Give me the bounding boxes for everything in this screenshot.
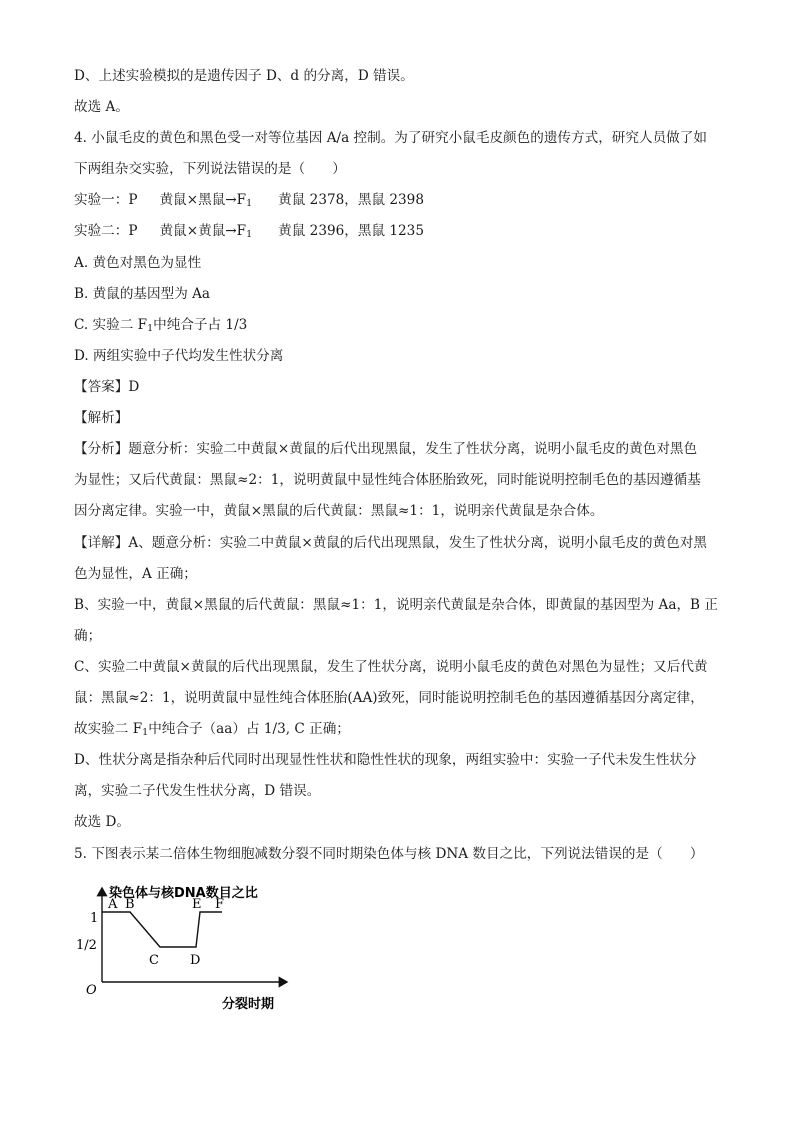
- detail-text: 【详解】A、题意分析：实验二中黄鼠×黄鼠的后代出现黑鼠，发生了性状分离，说明小鼠毛皮的黄色对黑: [74, 535, 707, 551]
- question-4-stem: 4. 小鼠毛皮的黄色和黑色受一对等位基因 A/a 控制。为了研究小鼠毛皮颜色的遗传方式，研究人员做了如: [74, 130, 707, 146]
- analysis-text: 因分离定律。实验一中，黄鼠×黑鼠的后代黄鼠：黑鼠≈1：1，说明亲代黄鼠是杂合体。: [74, 503, 604, 519]
- ratio-line-chart: [76, 882, 312, 1012]
- detail-text: D、性状分离是指杂种后代同时出现显性性状和隐性性状的现象，两组实验中：实验一子代未发生性状分: [74, 752, 697, 768]
- point-label-a: A: [108, 897, 118, 912]
- point-label-e: E: [192, 897, 202, 912]
- text-line: D、上述实验模拟的是遗传因子 D、d 的分离，D 错误。: [74, 68, 414, 84]
- option-d: D. 两组实验中子代均发生性状分离: [74, 348, 284, 364]
- option-b: B. 黄鼠的基因型为 Aa: [74, 286, 211, 302]
- y-axis-title: 染色体与核DNA数目之比: [109, 886, 258, 901]
- point-label-f: F: [215, 897, 225, 912]
- question-4-stem: 下两组杂交实验，下列说法错误的是（ ）: [74, 161, 346, 177]
- experiment-2: 实验二：P 黄鼠×黄鼠$\to F_1$ 黄鼠 2396，黑鼠 1235: [74, 223, 424, 240]
- point-label-c: C: [149, 953, 159, 968]
- y-tick-1: 1: [90, 911, 99, 926]
- detail-text: 鼠：黑鼠≈2：1，说明黄鼠中显性纯合体胚胎(AA)致死，同时能说明控制毛色的基因遵循基因分离定律，: [74, 690, 704, 706]
- detail-text: B、实验一中，黄鼠×黑鼠的后代黄鼠：黑鼠≈1：1，说明亲代黄鼠是杂合体，即黄鼠的基因型为 Aa，B 正: [74, 597, 718, 613]
- analysis-heading: 【解析】: [74, 410, 129, 426]
- text-line: 故选 A。: [74, 99, 129, 115]
- analysis-text: 【分析】题意分析：实验二中黄鼠×黄鼠的后代出现黑鼠，发生了性状分离，说明小鼠毛皮的黄色对黑色: [74, 441, 698, 457]
- detail-text: 色为显性，A 正确；: [74, 566, 197, 582]
- y-tick-half: 1/2: [76, 938, 97, 953]
- point-label-b: B: [125, 897, 135, 912]
- point-label-d: D: [190, 953, 201, 968]
- detail-text: 故实验二 $F_1$中纯合子（aa）占 1/3, C 正确；: [74, 721, 350, 738]
- option-a: A. 黄色对黑色为显性: [74, 255, 202, 271]
- detail-text: 故选 D。: [74, 814, 131, 830]
- detail-text: C、实验二中黄鼠×黄鼠的后代出现黑鼠，发生了性状分离，说明小鼠毛皮的黄色对黑色为显性；又后代黄: [74, 659, 708, 675]
- answer: 【答案】D: [74, 379, 140, 395]
- ratio-curve: [102, 912, 222, 947]
- origin-label: O: [86, 983, 97, 998]
- analysis-text: 为显性；又后代黄鼠：黑鼠≈2：1，说明黄鼠中显性纯合体胚胎致死，同时能说明控制毛色的基因遵循基: [74, 472, 701, 488]
- x-axis-title: 分裂时期: [222, 997, 275, 1012]
- option-c: C. 实验二 $F_1$中纯合子占 1/3: [74, 317, 248, 334]
- question-5-stem: 5. 下图表示某二倍体生物细胞减数分裂不同时期染色体与核 DNA 数目之比，下列说法错误的是（ ）: [74, 846, 704, 862]
- experiment-1: 实验一：P 黄鼠×黑鼠$\to F_1$ 黄鼠 2378，黑鼠 2398: [74, 192, 424, 209]
- detail-text: 离，实验二子代发生性状分离，D 错误。: [74, 783, 321, 799]
- detail-text: 确；: [74, 628, 102, 644]
